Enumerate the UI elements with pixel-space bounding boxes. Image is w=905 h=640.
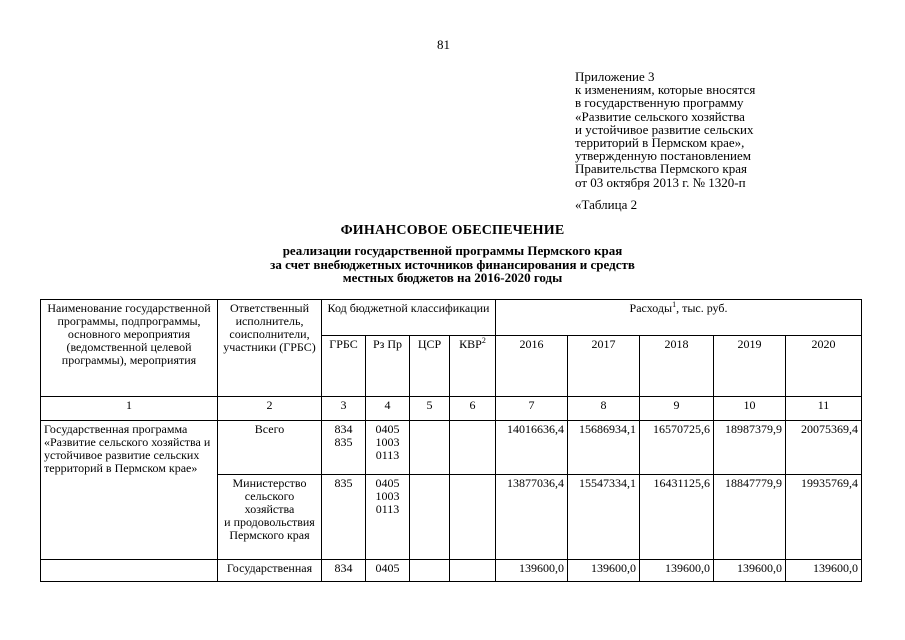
appendix-note xyxy=(575,70,755,189)
column-number: 6 xyxy=(450,397,496,421)
appendix-line: к изменениям, которые вносятся xyxy=(575,82,756,98)
table-row xyxy=(41,560,862,582)
row-value: 13877036,4 xyxy=(496,475,568,560)
column-number: 9 xyxy=(640,397,714,421)
table-label: «Таблица 2 xyxy=(575,197,638,212)
row-grbs: 834 835 xyxy=(322,421,366,475)
row-value: 139600,0 xyxy=(496,560,568,582)
column-number: 10 xyxy=(714,397,786,421)
appendix-line: от 03 октября 2013 г. № 1320-п xyxy=(575,174,746,190)
column-number: 7 xyxy=(496,397,568,421)
header-rzpr: Рз Пр xyxy=(366,336,410,397)
header-grbs: ГРБС xyxy=(322,336,366,397)
column-number: 8 xyxy=(568,397,640,421)
row-csr xyxy=(410,475,450,560)
row-rzpr: 0405 xyxy=(366,560,410,582)
column-number: 3 xyxy=(322,397,366,421)
table-row xyxy=(41,421,862,475)
header-year: 2020 xyxy=(786,336,862,397)
document-subtitle xyxy=(0,244,905,285)
header-expenses xyxy=(496,300,862,336)
header-name: Наименование государственной программы, подпрограммы, основного мероприятия (ведомственной целевой программы), мероприятия xyxy=(41,300,218,397)
row-name xyxy=(41,560,218,582)
kvr-label: КВР xyxy=(459,337,482,351)
column-number: 11 xyxy=(786,397,862,421)
row-value: 14016636,4 xyxy=(496,421,568,475)
row-value: 139600,0 xyxy=(714,560,786,582)
row-value: 18987379,9 xyxy=(714,421,786,475)
header-year: 2019 xyxy=(714,336,786,397)
appendix-line: в государственную программу xyxy=(575,95,744,111)
row-grbs: 835 xyxy=(322,475,366,560)
column-number: 5 xyxy=(410,397,450,421)
page-number: 81 xyxy=(437,37,450,52)
column-number-row xyxy=(41,397,862,421)
row-value: 139600,0 xyxy=(786,560,862,582)
document-title: ФИНАНСОВОЕ ОБЕСПЕЧЕНИЕ xyxy=(340,223,565,238)
row-responsible: Министерство сельского хозяйства и продовольствия Пермского края xyxy=(218,475,322,560)
row-value: 15686934,1 xyxy=(568,421,640,475)
row-grbs: 834 xyxy=(322,560,366,582)
row-csr xyxy=(410,560,450,582)
header-csr: ЦСР xyxy=(410,336,450,397)
row-csr xyxy=(410,421,450,475)
subtitle-line: местных бюджетов на 2016-2020 годы xyxy=(342,270,563,285)
header-year: 2017 xyxy=(568,336,640,397)
expenses-unit: , тыс. руб. xyxy=(676,301,728,315)
header-year: 2016 xyxy=(496,336,568,397)
header-budget-code: Код бюджетной классификации xyxy=(322,300,496,336)
row-value: 139600,0 xyxy=(640,560,714,582)
row-value: 18847779,9 xyxy=(714,475,786,560)
row-kvr xyxy=(450,421,496,475)
row-kvr xyxy=(450,560,496,582)
appendix-line: утвержденную постановлением xyxy=(575,148,752,164)
column-number: 2 xyxy=(218,397,322,421)
row-value: 15547334,1 xyxy=(568,475,640,560)
column-number: 1 xyxy=(41,397,218,421)
subtitle-line: за счет внебюджетных источников финансирования и средств xyxy=(270,256,635,272)
header-responsible: Ответственный исполнитель, соисполнители, участники (ГРБС) xyxy=(218,300,322,397)
appendix-line: Правительства Пермского края xyxy=(575,161,747,177)
header-row xyxy=(41,300,862,336)
row-responsible: Всего xyxy=(218,421,322,475)
row-value: 16431125,6 xyxy=(640,475,714,560)
kvr-footnote: 2 xyxy=(481,336,486,345)
appendix-line: и устойчивое развитие сельских xyxy=(575,121,754,137)
row-value: 20075369,4 xyxy=(786,421,862,475)
appendix-line: Приложение 3 xyxy=(575,69,655,84)
header-year: 2018 xyxy=(640,336,714,397)
row-responsible: Государственная xyxy=(218,560,322,582)
column-number: 4 xyxy=(366,397,410,421)
header-kvr xyxy=(450,336,496,397)
appendix-line: территорий в Пермском крае», xyxy=(575,135,745,151)
program-name: Государственная программа «Развитие сельского хозяйства и устойчивое развитие сельских территорий в Пермском крае» xyxy=(41,421,218,560)
row-rzpr: 0405 1003 0113 xyxy=(366,421,410,475)
financing-table xyxy=(40,299,862,582)
expenses-footnote: 1 xyxy=(672,300,677,309)
row-kvr xyxy=(450,475,496,560)
row-rzpr: 0405 1003 0113 xyxy=(366,475,410,560)
row-value: 16570725,6 xyxy=(640,421,714,475)
expenses-label: Расходы xyxy=(629,301,673,315)
appendix-line: «Развитие сельского хозяйства xyxy=(575,108,745,124)
row-value: 19935769,4 xyxy=(786,475,862,560)
subtitle-line: реализации государственной программы Пермского края xyxy=(282,243,623,258)
row-value: 139600,0 xyxy=(568,560,640,582)
